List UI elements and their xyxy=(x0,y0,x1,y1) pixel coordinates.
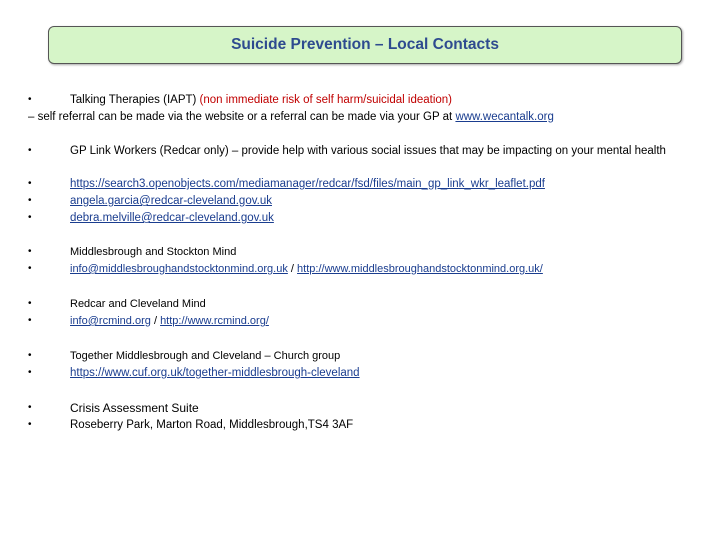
bullet: • xyxy=(28,298,32,309)
iapt-warning: (non immediate risk of self harm/suicidal ideation) xyxy=(199,94,453,106)
rc-mind-email[interactable]: info@rcmind.org xyxy=(70,315,151,327)
bullet: • xyxy=(28,419,32,430)
ms-mind-url[interactable]: http://www.middlesbroughandstocktonmind.org.uk/ xyxy=(297,263,543,275)
gp-link-description: GP Link Workers (Redcar only) – provide help with various social issues that may be impacting on your mental health xyxy=(70,145,666,157)
bullet: • xyxy=(28,350,32,361)
bullet: • xyxy=(28,246,32,257)
ms-mind-contacts xyxy=(70,261,543,277)
iapt-detail xyxy=(28,109,554,125)
iapt-detail-text: – self referral can be made via the website or a referral can be made via your GP at xyxy=(28,111,453,123)
bullet: • xyxy=(28,178,32,189)
iapt-name: Talking Therapies (IAPT) xyxy=(70,94,197,106)
rc-mind-name: Redcar and Cleveland Mind xyxy=(70,298,206,310)
iapt-heading xyxy=(70,92,452,108)
crisis-name: Crisis Assessment Suite xyxy=(70,401,199,415)
together-name: Together Middlesbrough and Cleveland – Church group xyxy=(70,350,341,362)
bullet: • xyxy=(28,145,32,156)
crisis-address: Roseberry Park, Marton Road, Middlesbrough,TS4 3AF xyxy=(70,419,354,431)
ms-mind-email[interactable]: info@middlesbroughandstocktonmind.org.uk xyxy=(70,263,288,275)
bullet: • xyxy=(28,94,32,105)
gp-link-email-2[interactable]: debra.melville@redcar-cleveland.gov.uk xyxy=(70,212,274,224)
together-url[interactable]: https://www.cuf.org.uk/together-middlesbrough-cleveland xyxy=(70,367,360,379)
rc-mind-contacts xyxy=(70,313,269,329)
separator: / xyxy=(153,315,157,327)
bullet: • xyxy=(28,195,32,206)
rc-mind-url[interactable]: http://www.rcmind.org/ xyxy=(160,315,269,327)
separator: / xyxy=(290,263,294,275)
bullet: • xyxy=(28,263,32,274)
page-title: Suicide Prevention – Local Contacts xyxy=(231,36,499,53)
bullet: • xyxy=(28,402,32,413)
bullet: • xyxy=(28,367,32,378)
iapt-link[interactable]: www.wecantalk.org xyxy=(455,111,554,123)
title-banner xyxy=(48,26,682,64)
gp-link-email-1[interactable]: angela.garcia@redcar-cleveland.gov.uk xyxy=(70,195,272,207)
bullet: • xyxy=(28,212,32,223)
ms-mind-name: Middlesbrough and Stockton Mind xyxy=(70,246,237,258)
gp-link-url[interactable]: https://search3.openobjects.com/mediamanager/redcar/fsd/files/main_gp_link_wkr_leaflet.pdf xyxy=(70,178,545,190)
bullet: • xyxy=(28,315,32,326)
